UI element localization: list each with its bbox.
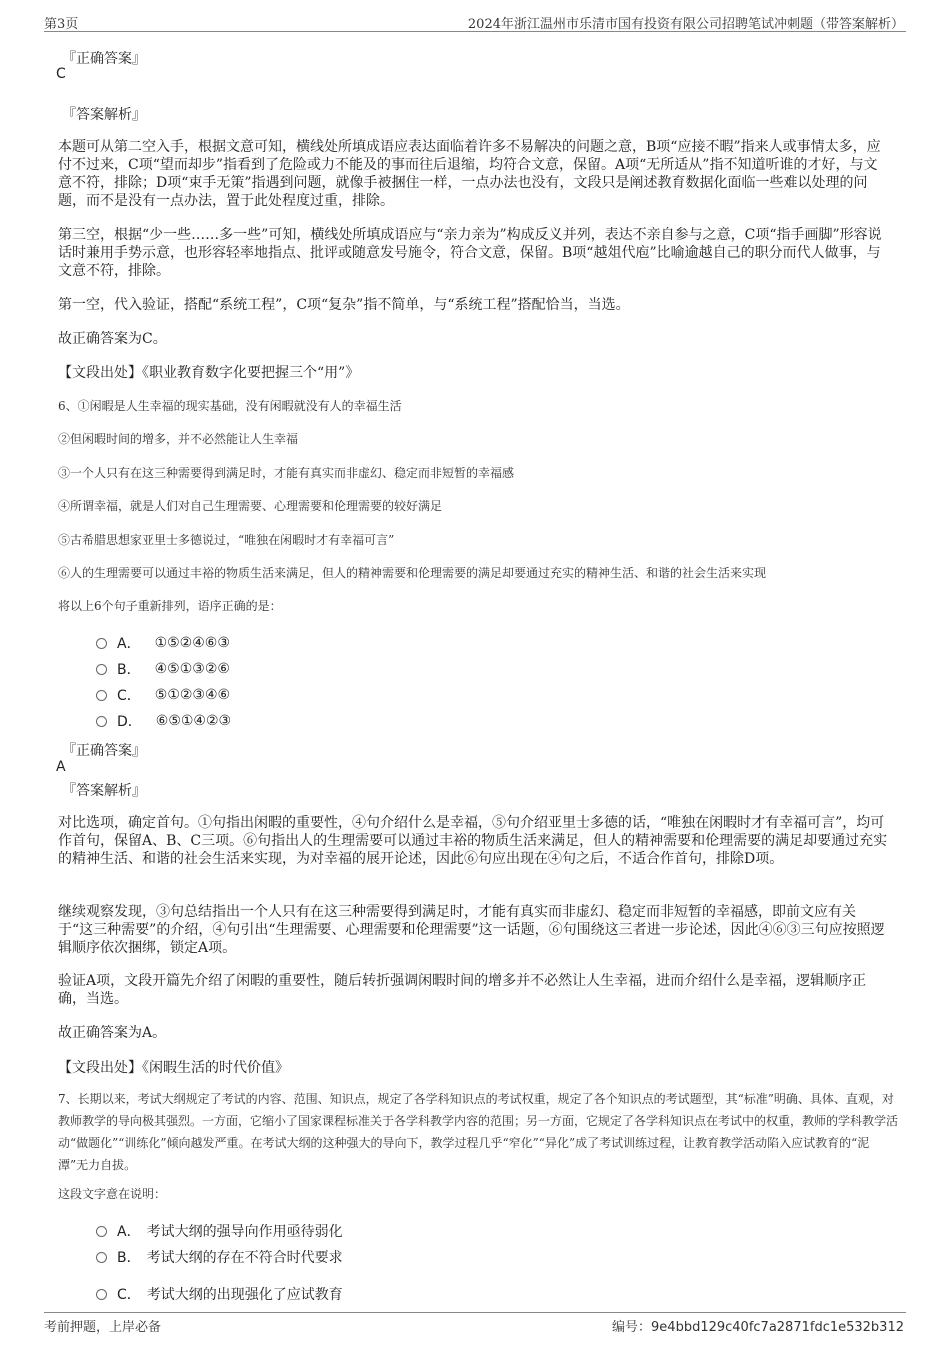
option-text: ④⑤①③②⑥ <box>154 661 230 677</box>
footer-code-value: 9e4bbd129c40fc7a2871fdc1e532b312 <box>651 1320 904 1335</box>
q7-option-c[interactable] <box>96 1284 343 1304</box>
option-text: ⑥⑤①④②③ <box>155 713 232 729</box>
q5-source: 【文段出处】《职业教育数字化要把握三个“用”》 <box>58 365 360 381</box>
q7-question: 这段文字意在说明： <box>58 1187 167 1201</box>
radio-icon[interactable] <box>96 1252 107 1263</box>
option-key: C． <box>117 688 141 704</box>
q6-option-b[interactable] <box>96 659 230 679</box>
option-text: ①⑤②④⑥③ <box>154 635 230 651</box>
q6-analysis-label: 『答案解析』 <box>62 783 146 799</box>
q6-correct-answer-value: A <box>56 759 66 775</box>
q6-stem-line-1: 6、①闲暇是人生幸福的现实基础，没有闲暇就没有人的幸福生活 <box>58 399 402 413</box>
radio-icon[interactable] <box>96 664 107 675</box>
q6-stem-line-3: ③一个人只有在这三种需要得到满足时，才能有真实而非虚幻、稳定而非短暂的幸福感 <box>58 466 515 480</box>
footer-slogan: 考前押题，上岸必备 <box>44 1320 162 1335</box>
option-text: ⑤①②③④⑥ <box>154 687 231 703</box>
radio-icon[interactable] <box>96 690 107 701</box>
q5-correct-answer-label: 『正确答案』 <box>62 51 146 67</box>
radio-icon[interactable] <box>96 1289 107 1300</box>
q5-analysis-paragraph-3: 第一空，代入验证，搭配“系统工程”，C项“复杂”指不简单，与“系统工程”搭配恰当，当选。 <box>58 297 630 313</box>
q6-stem-line-6: ⑥人的生理需要可以通过丰裕的物质生活来满足，但人的精神需要和伦理需要的满足却要通过充实的精神生活、和谐的社会生活来实现 <box>58 566 767 580</box>
q6-source: 【文段出处】《闲暇生活的时代价值》 <box>58 1060 289 1076</box>
option-key: A． <box>117 636 141 652</box>
q7-option-b[interactable] <box>96 1247 343 1267</box>
page-number: 第3页 <box>44 17 79 32</box>
q6-analysis-paragraph-3: 验证A项，文段开篇先介绍了闲暇的重要性，随后转折强调闲暇时间的增多并不必然让人生幸福，进而介绍什么是幸福，逻辑顺序正确，当选。 <box>58 973 867 1007</box>
footer-code-label: 编号： <box>612 1320 652 1335</box>
option-key: B． <box>117 1250 141 1266</box>
q6-analysis-paragraph-1: 对比选项，确定首句。①句指出闲暇的重要性，④句介绍什么是幸福，⑤句介绍亚里士多德的话，“唯独在闲暇时才有幸福可言”，均可作首句，保留A、B、C三项。⑥句指出人的生理需要可以通过丰裕的物质生活来满足，但人的精神需要和伦理需要的满足却要通过充实的精神生活、和谐的社会生活来实现，为对幸福的展开论述，因此⑥句应出现在④句之后，不适合作首句，排除D项。 <box>58 815 888 867</box>
option-text: 考试大纲的强导向作用亟待弱化 <box>146 1224 343 1240</box>
option-text: 考试大纲的出现强化了应试教育 <box>146 1287 343 1303</box>
option-key: B． <box>117 662 141 678</box>
q6-stem-line-2: ②但闲暇时间的增多，并不必然能让人生幸福 <box>58 432 299 446</box>
footer-code <box>612 1316 904 1335</box>
radio-icon[interactable] <box>96 716 107 727</box>
option-key: A． <box>117 1224 141 1240</box>
q5-analysis-label: 『答案解析』 <box>62 107 146 123</box>
radio-icon[interactable] <box>96 638 107 649</box>
option-key: C． <box>117 1287 141 1303</box>
q6-stem-line-4: ④所谓幸福，就是人们对自己生理需要、心理需要和伦理需要的较好满足 <box>58 499 443 513</box>
q5-analysis-paragraph-2: 第三空，根据“少一些……多一些”可知，横线处所填成语应与“亲力亲为”构成反义并列，表达不亲自参与之意，C项“指手画脚”形容说话时兼用手势示意，也形容轻率地指点、批评或随意发号施令，符合文意，保留。B项“越俎代庖”比喻逾越自己的职分而代人做事，与文意不符，排除。 <box>58 227 882 279</box>
header-divider <box>44 31 906 32</box>
q7-stem: 7、长期以来，考试大纲规定了考试的内容、范围、知识点，规定了各学科知识点的考试权重，规定了各个知识点的考试题型，其“标准”明确、具体、直观，对教师教学的导向极其强烈。一方面，它缩小了国家课程标准关于各学科教学内容的范围；另一方面，它规定了各学科知识点在考试中的权重，教师的学科教学活动“做题化”“训练化”倾向越发严重。在考试大纲的这种强大的导向下，教学过程几乎“窄化”“异化”成了考试训练过程，让教育教学活动陷入应试教育的“泥潭”无力自拔。 <box>58 1092 899 1172</box>
q7-option-a[interactable] <box>96 1221 343 1241</box>
q5-analysis-paragraph-1: 本题可从第二空入手，根据文意可知，横线处所填成语应表达面临着许多不易解决的问题之意，B项“应接不暇”指来人或事情太多，应付不过来，C项“望而却步”指看到了危险或力不能及的事而往后退缩，均符合文意，保留。A项“无所适从”指不知道听谁的才好，与文意不符，排除；D项“束手无策”指遇到问题，就像手被捆住一样，一点办法也没有，文段只是阐述教育数据化面临一些难以处理的问题，而不是没有一点办法，置于此处程度过重，排除。 <box>58 139 881 209</box>
option-key: D． <box>117 714 142 730</box>
q6-option-a[interactable] <box>96 633 230 653</box>
document-title: 2024年浙江温州市乐清市国有投资有限公司招聘笔试冲刺题（带答案解析） <box>467 17 904 32</box>
radio-icon[interactable] <box>96 1226 107 1237</box>
q6-analysis-paragraph-4: 故正确答案为A。 <box>58 1025 167 1041</box>
footer-divider <box>44 1312 906 1313</box>
q5-correct-answer-value: C <box>56 66 66 82</box>
q6-correct-answer-label: 『正确答案』 <box>62 743 146 759</box>
q6-option-d[interactable] <box>96 711 231 731</box>
q6-stem-line-5: ⑤古希腊思想家亚里士多德说过，“唯独在闲暇时才有幸福可言” <box>58 533 395 547</box>
q6-option-c[interactable] <box>96 685 230 705</box>
q6-analysis-paragraph-2: 继续观察发现，③句总结指出一个人只有在这三种需要得到满足时，才能有真实而非虚幻、稳定而非短暂的幸福感，即前文应有关于“这三种需要”的介绍，④句引出“生理需要、心理需要和伦理需要”这一话题，⑥句围绕这三者进一步论述，因此④⑥③三句应按照逻辑顺序依次捆绑，锁定A项。 <box>58 904 885 956</box>
q5-analysis-paragraph-4: 故正确答案为C。 <box>58 331 167 347</box>
option-text: 考试大纲的存在不符合时代要求 <box>146 1250 343 1266</box>
q6-stem-question: 将以上6个句子重新排列，语序正确的是： <box>58 599 282 613</box>
